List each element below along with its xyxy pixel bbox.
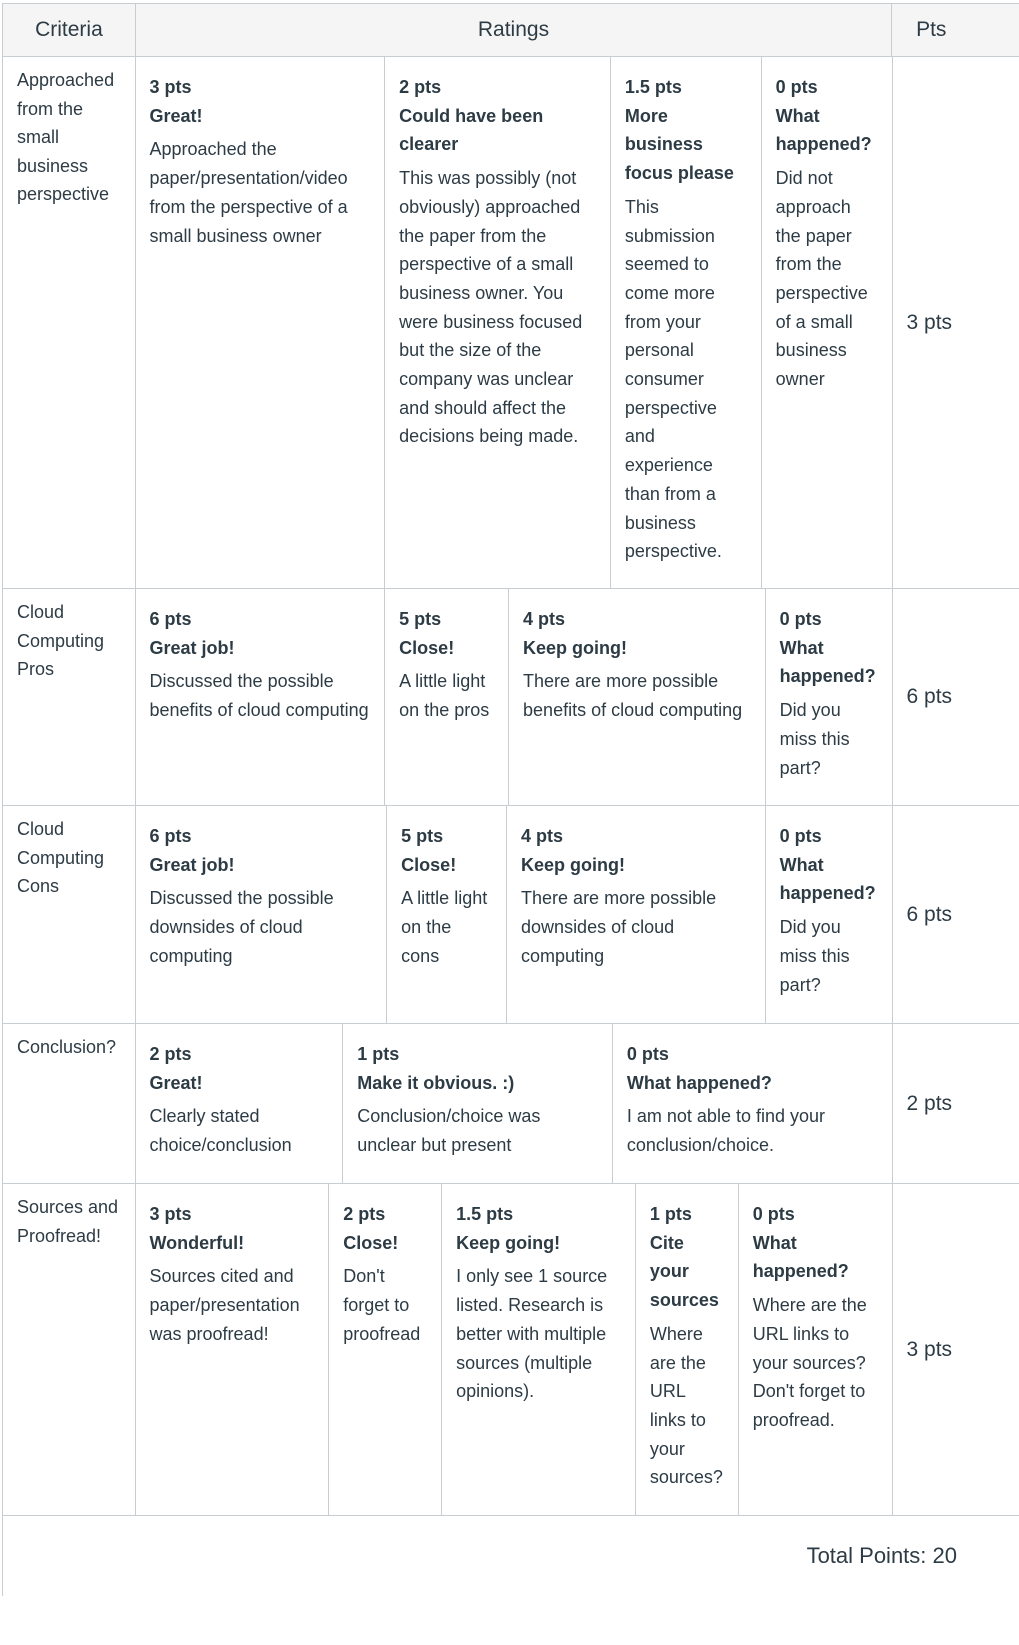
rating-description: I am not able to find your conclusion/choice. bbox=[626, 1106, 826, 1156]
ratings-group bbox=[136, 57, 893, 588]
rating-points: 6 pts bbox=[149, 826, 192, 846]
rating-title: More business focus please bbox=[624, 105, 734, 184]
rating-cell bbox=[343, 1024, 613, 1183]
rubric-header-row bbox=[3, 4, 1019, 57]
rating-points: 3 pts bbox=[149, 77, 192, 97]
rating-title: Make it obvious. :) bbox=[357, 1072, 515, 1093]
rating-cell bbox=[385, 589, 509, 805]
rating-title: Keep going! bbox=[456, 1232, 561, 1253]
rating-cell bbox=[613, 1024, 892, 1183]
rating-points: 0 pts bbox=[775, 77, 818, 97]
criterion-row bbox=[3, 1184, 1019, 1516]
rating-points: 0 pts bbox=[779, 609, 822, 629]
rating-points: 1 pts bbox=[649, 1204, 692, 1224]
rating-points: 0 pts bbox=[779, 826, 822, 846]
rating-title: Great job! bbox=[149, 854, 235, 875]
rating-points: 2 pts bbox=[149, 1044, 192, 1064]
total-points: Total Points: 20 bbox=[806, 1543, 957, 1568]
rating-description: Don't forget to proofread bbox=[343, 1266, 421, 1344]
rating-title: Cite your sources bbox=[649, 1232, 719, 1311]
criterion-points: 6 pts bbox=[906, 902, 953, 926]
rating-cell bbox=[136, 1024, 344, 1183]
rating-points: 3 pts bbox=[149, 1204, 192, 1224]
rating-title: What happened? bbox=[752, 1232, 849, 1282]
rating-description: Sources cited and paper/presentation was proofread! bbox=[149, 1266, 300, 1344]
criterion-name: Conclusion? bbox=[3, 1024, 136, 1183]
rating-points: 4 pts bbox=[521, 826, 564, 846]
rating-description: Did you miss this part? bbox=[779, 917, 850, 995]
criterion-row bbox=[3, 57, 1019, 589]
rating-cell bbox=[636, 1184, 739, 1515]
rating-cell bbox=[611, 57, 762, 588]
rating-points: 1 pts bbox=[357, 1044, 400, 1064]
rating-description: Where are the URL links to your sources? bbox=[649, 1323, 723, 1488]
rating-cell bbox=[766, 589, 892, 805]
rating-points: 2 pts bbox=[343, 1204, 386, 1224]
rating-points: 4 pts bbox=[523, 609, 566, 629]
ratings-header: Ratings bbox=[136, 4, 892, 56]
rating-title: Close! bbox=[399, 637, 455, 658]
criterion-points: 2 pts bbox=[906, 1091, 953, 1115]
rating-cell bbox=[387, 806, 507, 1023]
rating-title: What happened? bbox=[775, 105, 872, 155]
rating-title: Close! bbox=[343, 1232, 399, 1253]
rating-title: Great job! bbox=[149, 637, 235, 658]
rating-points: 0 pts bbox=[752, 1204, 795, 1224]
criterion-row bbox=[3, 1024, 1019, 1184]
rating-cell bbox=[136, 1184, 330, 1515]
rating-title: What happened? bbox=[626, 1072, 772, 1093]
ratings-group bbox=[136, 1024, 893, 1183]
criterion-name: Approached from the small business perspective bbox=[3, 57, 136, 588]
rating-description: Did not approach the paper from the perspective of a small business owner bbox=[775, 168, 868, 390]
rating-title: Great! bbox=[149, 105, 203, 126]
rating-description: This was possibly (not obviously) approached the paper from the perspective of a small business owner. You were business focused but the size of the company was unclear and should affect the decisions being made. bbox=[399, 168, 583, 447]
rating-title: What happened? bbox=[779, 854, 876, 904]
rating-cell bbox=[136, 57, 386, 588]
rating-cell bbox=[507, 806, 766, 1023]
criteria-header: Criteria bbox=[3, 4, 136, 56]
rating-description: I only see 1 source listed. Research is better with multiple sources (multiple opinions). bbox=[456, 1266, 608, 1402]
criterion-row bbox=[3, 589, 1019, 806]
rating-description: This submission seemed to come more from your personal consumer perspective and experience than from a business perspective. bbox=[624, 196, 722, 562]
rating-cell bbox=[442, 1184, 636, 1515]
rating-title: Great! bbox=[149, 1072, 203, 1093]
rating-cell bbox=[329, 1184, 442, 1515]
rating-title: Wonderful! bbox=[149, 1232, 245, 1253]
criterion-points: 3 pts bbox=[906, 1337, 953, 1361]
rating-points: 1.5 pts bbox=[624, 77, 682, 97]
rating-points: 5 pts bbox=[399, 609, 442, 629]
rating-title: Close! bbox=[401, 854, 457, 875]
rating-description: Conclusion/choice was unclear but present bbox=[357, 1106, 541, 1156]
rating-cell bbox=[509, 589, 766, 805]
rating-cell bbox=[739, 1184, 892, 1515]
rating-title: Keep going! bbox=[523, 637, 628, 658]
rating-points: 6 pts bbox=[149, 609, 192, 629]
rating-description: Did you miss this part? bbox=[779, 700, 850, 778]
rating-description: Approached the paper/presentation/video from the perspective of a small business owner bbox=[149, 139, 348, 246]
ratings-group bbox=[136, 1184, 893, 1515]
rating-cell bbox=[136, 806, 388, 1023]
criterion-name: Cloud Computing Cons bbox=[3, 806, 136, 1023]
rating-description: A little light on the cons bbox=[401, 888, 488, 966]
criterion-name: Cloud Computing Pros bbox=[3, 589, 136, 805]
rating-description: Discussed the possible benefits of cloud computing bbox=[149, 671, 369, 721]
rating-cell bbox=[766, 806, 892, 1023]
rating-points: 2 pts bbox=[399, 77, 442, 97]
rating-points: 5 pts bbox=[401, 826, 444, 846]
rating-cell bbox=[762, 57, 892, 588]
ratings-group bbox=[136, 589, 893, 805]
rating-points: 1.5 pts bbox=[456, 1204, 514, 1224]
rating-description: Where are the URL links to your sources? Don't forget to proofread. bbox=[752, 1295, 867, 1430]
pts-header: Pts bbox=[916, 18, 947, 41]
rating-cell bbox=[136, 589, 386, 805]
rating-title: Could have been clearer bbox=[399, 105, 544, 155]
rating-description: A little light on the pros bbox=[399, 671, 490, 721]
criterion-name: Sources and Proofread! bbox=[3, 1184, 136, 1515]
rating-description: There are more possible downsides of cloud computing bbox=[521, 888, 717, 966]
ratings-group bbox=[136, 806, 893, 1023]
criterion-row bbox=[3, 806, 1019, 1024]
rating-title: What happened? bbox=[779, 637, 876, 687]
rating-description: There are more possible benefits of cloud computing bbox=[523, 671, 743, 721]
criterion-points: 3 pts bbox=[906, 310, 953, 334]
criterion-points: 6 pts bbox=[906, 685, 953, 708]
rating-description: Clearly stated choice/conclusion bbox=[149, 1106, 292, 1156]
rating-points: 0 pts bbox=[626, 1044, 669, 1064]
rating-description: Discussed the possible downsides of cloud computing bbox=[149, 888, 334, 966]
rating-cell bbox=[385, 57, 611, 588]
rubric-table bbox=[2, 3, 1019, 1596]
rating-title: Keep going! bbox=[521, 854, 626, 875]
